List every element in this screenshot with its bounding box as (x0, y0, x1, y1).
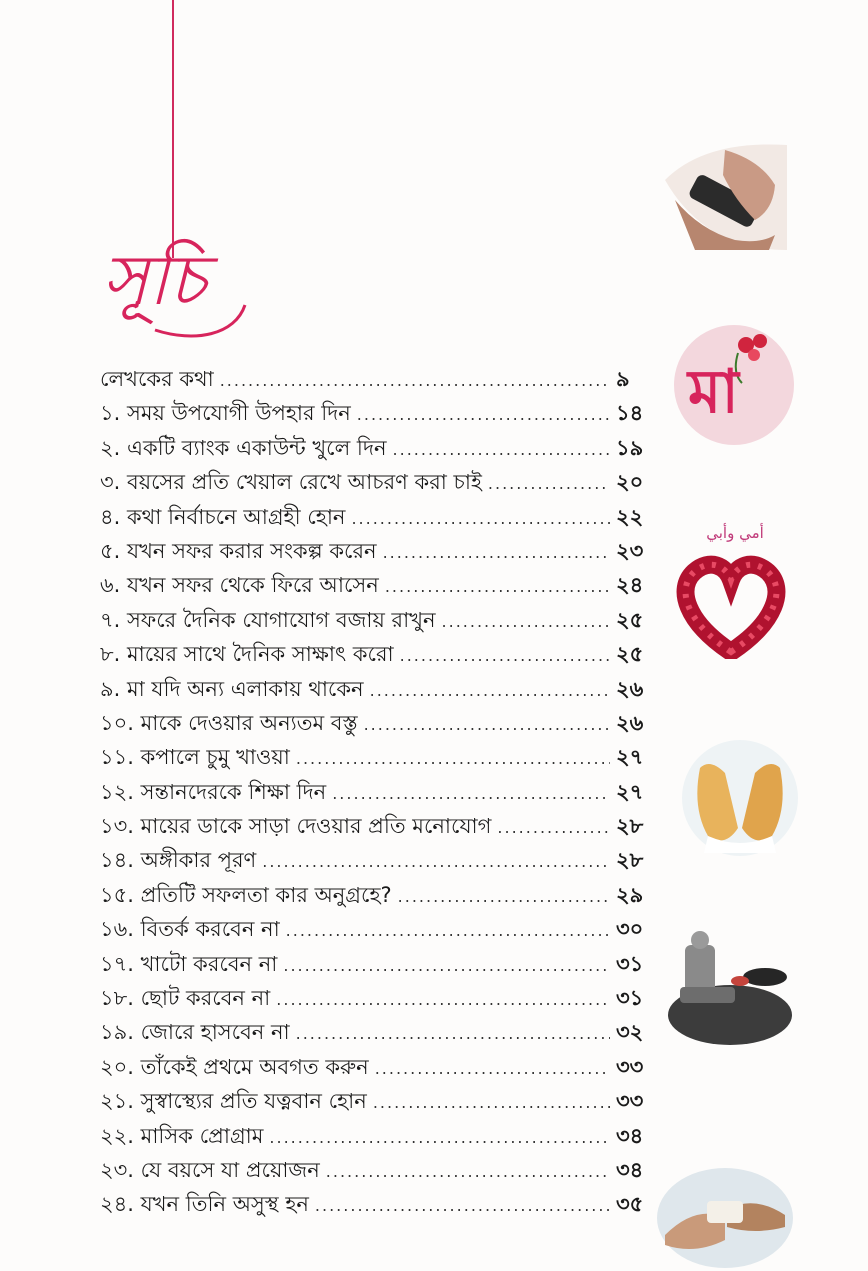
toc-dot-leader (442, 605, 610, 639)
toc-entry-page: ৩৪ (616, 1157, 644, 1182)
toc-entry-title: ২. একটি ব্যাংক একাউন্ট খুলে দিন (100, 435, 387, 460)
toc-dot-leader (370, 674, 610, 708)
ma-badge (672, 323, 796, 447)
toc-entry (100, 396, 660, 430)
toc-entry (100, 1153, 660, 1187)
toc-entry-title: ১১. কপালে চুমু খাওয়া (100, 745, 290, 770)
toc-entry-title: ১৩. মায়ের ডাকে সাড়া দেওয়ার প্রতি মনোযোগ (100, 814, 492, 839)
toc-entry-title: ১৭. খাটো করবেন না (100, 951, 278, 976)
toc-dot-leader (351, 502, 610, 536)
toc-entry-title: ৫. যখন সফর করার সংকল্প করেন (100, 538, 377, 563)
toc-entry-page: ২৬ (616, 676, 644, 701)
toc-entry (100, 637, 660, 671)
toc-dot-leader (286, 914, 610, 948)
toc-entry-page: ৩৩ (616, 1054, 644, 1079)
toc-entry-title: ২২. মাসিক প্রোগ্রাম (100, 1123, 264, 1148)
toc-dot-leader (296, 1017, 610, 1051)
toc-dot-leader (364, 708, 610, 742)
toc-entry (100, 362, 660, 396)
toc-entry-title: ৯. মা যদি অন্য এলাকায় থাকেন (100, 676, 364, 701)
toc-entry (100, 1015, 660, 1049)
toc-entry-title: ২৪. যখন তিনি অসুস্থ হন (100, 1192, 309, 1217)
page-title: সূচি (102, 239, 207, 321)
table-of-contents (100, 362, 660, 1222)
rose-heart-image (676, 524, 786, 659)
toc-dot-leader (375, 1052, 610, 1086)
praying-hands-image (680, 738, 800, 858)
toc-entry-title: ১৪. অঙ্গীকার পূরণ (100, 848, 257, 873)
toc-entry-title: ১৯. জোরে হাসবেন না (100, 1020, 290, 1045)
toc-entry-title: ১৫. প্রতিটি সফলতা কার অনুগ্রহে? (100, 882, 392, 907)
toc-dot-leader (488, 467, 610, 501)
toc-dot-leader (393, 433, 610, 467)
phone-hands-image (665, 140, 787, 250)
toc-entry-page: ৩৪ (616, 1123, 644, 1148)
toc-entry-page: ৩২ (616, 1020, 644, 1045)
toc-dot-leader (398, 880, 610, 914)
toc-dot-leader (357, 398, 610, 432)
toc-entry (100, 947, 660, 981)
heart-caption: أمي وأبي (706, 524, 764, 542)
toc-dot-leader (383, 536, 610, 570)
toc-dot-leader (283, 949, 610, 983)
toc-entry (100, 843, 660, 877)
toc-entry-page: ২২ (616, 504, 644, 529)
toc-entry-page: ২৫ (616, 642, 644, 667)
toc-entry (100, 465, 660, 499)
toc-entry-title: ১. সময় উপযোগী উপহার দিন (100, 401, 351, 426)
toc-entry-page: ২৮ (616, 848, 644, 873)
toc-entry-title: ২০. তাঁকেই প্রথমে অবগত করুন (100, 1054, 369, 1079)
toc-dot-leader (262, 845, 610, 879)
toc-entry-title: ২১. সুস্বাস্থ্যের প্রতি যত্নবান হোন (100, 1089, 367, 1114)
title-flourish (95, 235, 255, 345)
toc-entry-page: ২৫ (616, 607, 644, 632)
toc-entry (100, 878, 660, 912)
toc-entry-page: ৯ (616, 367, 630, 391)
toc-entry-page: ৩০ (616, 917, 644, 942)
toc-entry-title: ১৬. বিতর্ক করবেন না (100, 917, 280, 942)
chair-stones-image (665, 925, 795, 1045)
toc-entry (100, 672, 660, 706)
toc-dot-leader (326, 1155, 610, 1189)
toc-entry-page: ৩৩ (616, 1089, 644, 1114)
toc-entry-title: ১০. মাকে দেওয়ার অন্যতম বস্তু (100, 710, 358, 735)
toc-entry-title: ১৮. ছোট করবেন না (100, 986, 271, 1011)
toc-entry (100, 809, 660, 843)
toc-entry (100, 1119, 660, 1153)
toc-entry-page: ২৬ (616, 710, 644, 735)
toc-entry-page: ২৩ (616, 538, 644, 563)
toc-entry-title: ১২. সন্তানদেরকে শিক্ষা দিন (100, 779, 327, 804)
toc-entry-title: ৮. মায়ের সাথে দৈনিক সাক্ষাৎ করো (100, 642, 394, 667)
toc-entry (100, 740, 660, 774)
toc-dot-leader (385, 570, 610, 604)
toc-entry (100, 706, 660, 740)
toc-entry-title: ৭. সফরে দৈনিক যোগাযোগ বজায় রাখুন (100, 607, 436, 632)
toc-entry-title: ২৩. যে বয়সে যা প্রয়োজন (100, 1157, 320, 1182)
toc-entry (100, 775, 660, 809)
toc-entry-title: ৬. যখন সফর থেকে ফিরে আসেন (100, 573, 379, 598)
toc-entry-page: ২৯ (616, 882, 644, 907)
toc-dot-leader (400, 639, 610, 673)
hanging-string (172, 0, 174, 258)
toc-entry-page: ৩১ (616, 951, 644, 976)
toc-entry-page: ২৭ (616, 779, 644, 804)
toc-dot-leader (296, 742, 610, 776)
toc-dot-leader (315, 1189, 610, 1223)
toc-entry-page: ২৭ (616, 745, 644, 770)
toc-entry (100, 500, 660, 534)
ma-badge-text: মা (688, 357, 739, 427)
toc-dot-leader (497, 811, 610, 845)
toc-entry-page: ২০ (616, 470, 644, 495)
hands-giving-image (655, 1165, 795, 1271)
toc-dot-leader (269, 1121, 610, 1155)
toc-entry (100, 534, 660, 568)
toc-entry-title: ৩. বয়সের প্রতি খেয়াল রেখে আচরণ করা চাই (100, 470, 482, 495)
toc-entry-page: ২৮ (616, 814, 644, 839)
toc-entry (100, 1084, 660, 1118)
toc-entry-title: ৪. কথা নির্বাচনে আগ্রহী হোন (100, 504, 346, 529)
toc-entry (100, 912, 660, 946)
toc-dot-leader (276, 983, 610, 1017)
toc-entry-title: লেখকের কথা (100, 367, 214, 391)
toc-entry (100, 431, 660, 465)
toc-entry-page: ৩১ (616, 986, 644, 1011)
toc-entry-page: ৩৫ (616, 1192, 644, 1217)
toc-entry (100, 1050, 660, 1084)
toc-entry-page: ১৪ (616, 401, 644, 426)
toc-entry-page: ২৪ (616, 573, 644, 598)
toc-entry-page: ১৯ (616, 435, 644, 460)
toc-dot-leader (220, 364, 610, 398)
toc-dot-leader (373, 1086, 610, 1120)
toc-entry (100, 981, 660, 1015)
toc-entry (100, 568, 660, 602)
toc-dot-leader (332, 777, 610, 811)
toc-entry (100, 1187, 660, 1221)
toc-entry (100, 603, 660, 637)
